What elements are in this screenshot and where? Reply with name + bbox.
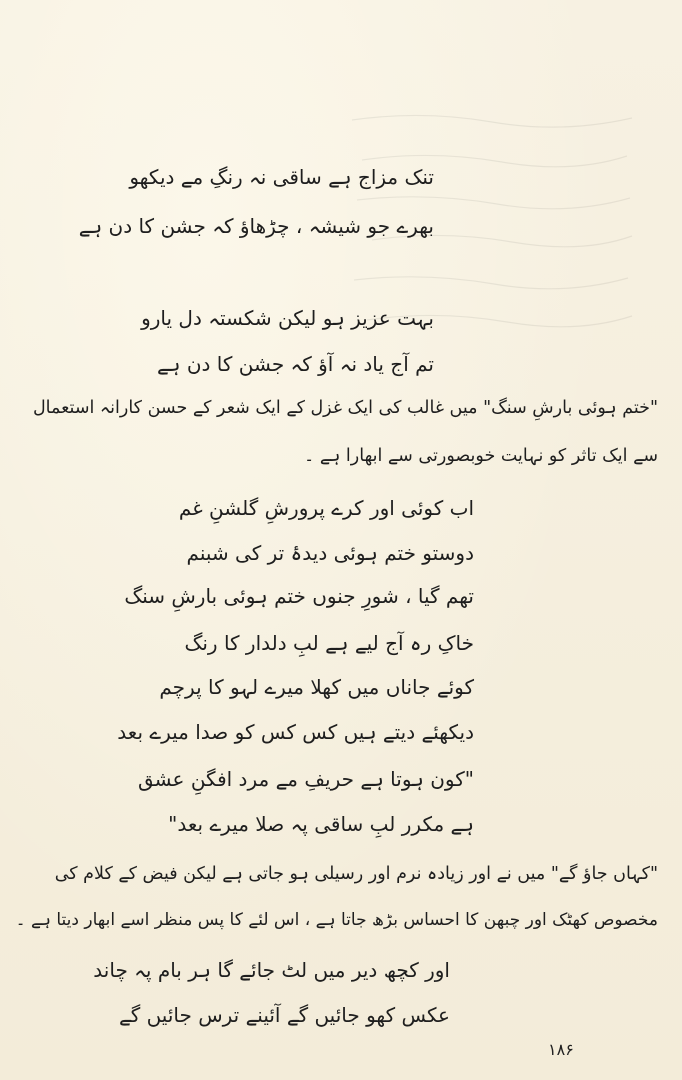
page-number: ۱۸۶ — [548, 1040, 574, 1059]
stanza3-line-4: خاکِ رہ آج لیے ہے لبِ دلدار کا رنگ — [184, 631, 474, 655]
stanza3-line-7: "کون ہوتا ہے حریفِ مے مرد افگنِ عشق — [138, 767, 474, 791]
stanza3-line-5: کوئے جاناں میں کھلا میرے لہو کا پرچم — [159, 675, 474, 699]
stanza4-line-1: اور کچھ دیر میں لٹ جائے گا ہر بام پہ چاند — [93, 958, 450, 982]
paragraph2-line-2: مخصوص کھٹک اور چبھن کا احساس بڑھ جاتا ہے ، اس لئے کا پس منظر اسے ابھار دیتا ہے ۔ — [15, 910, 658, 930]
paragraph1-line-2: سے ایک تاثر کو نہایت خوبصورتی سے ابھارا ہے ۔ — [304, 446, 658, 466]
stanza3-line-8: ہے مکرر لبِ ساقی پہ صلا میرے بعد" — [168, 812, 474, 836]
stanza3-line-1: اب کوئی اور کرے پرورشِ گلشنِ غم — [178, 496, 474, 520]
stanza1-line-1: تنک مزاج ہے ساقی نہ رنگِ مے دیکھو — [129, 165, 434, 189]
stanza3-line-3: تھم گیا ، شورِ جنوں ختم ہوئی بارشِ سنگ — [124, 584, 474, 608]
paragraph2-line-1: "کہاں جاؤ گے" میں نے اور زیادہ نرم اور رسیلی ہو جاتی ہے لیکن فیض کے کلام کی — [54, 864, 658, 884]
stanza2-line-1: بہت عزیز ہو لیکن شکستہ دل یارو — [141, 306, 434, 330]
stanza2-line-2: تم آج یاد نہ آؤ کہ جشن کا دن ہے — [157, 352, 434, 376]
stanza4-line-2: عکس کھو جائیں گے آئینے ترس جائیں گے — [118, 1003, 450, 1027]
stanza3-line-6: دیکھئے دیتے ہیں کس کس کو صدا میرے بعد — [117, 720, 474, 744]
stanza3-line-2: دوستو ختم ہوئی دیدۂ تر کی شبنم — [186, 541, 474, 565]
paragraph1-line-1: "ختم ہوئی بارشِ سنگ" میں غالب کی ایک غزل کے ایک شعر کے حسن کارانہ استعمال — [32, 398, 658, 418]
stanza1-line-2: بھرے جو شیشہ ، چڑھاؤ کہ جشن کا دن ہے — [78, 214, 434, 238]
